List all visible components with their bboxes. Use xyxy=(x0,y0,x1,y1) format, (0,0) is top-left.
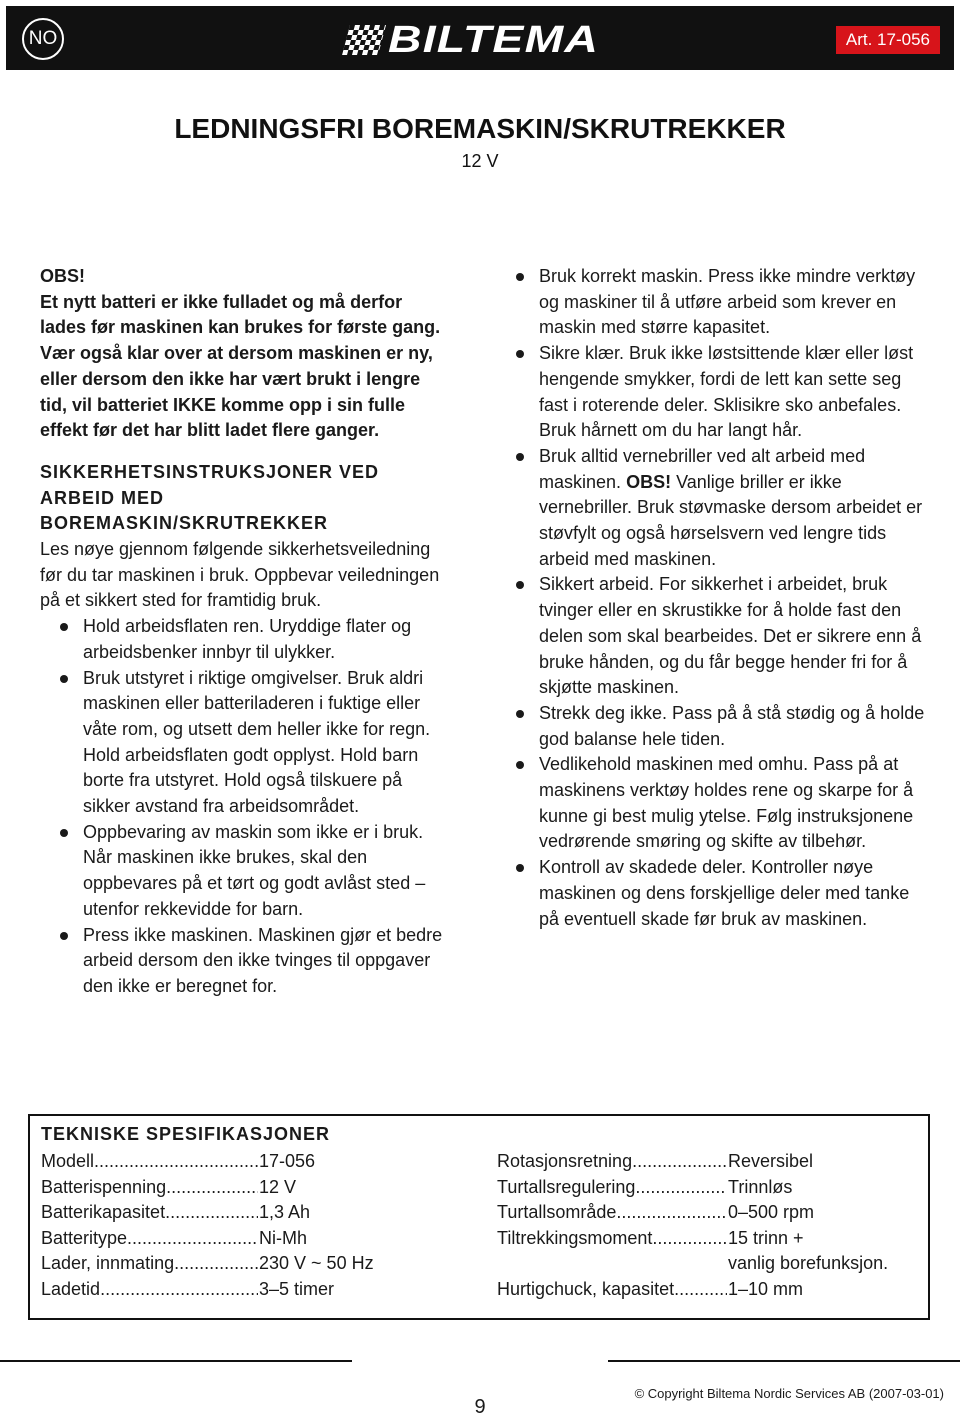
list-item: Sikre klær. Bruk ikke løstsittende klær eller løst hengende smykker, fordi de lett kan sette seg fast i roterende deler. Sklisikre sko anbefales. Bruk hårnett om du har langt hår. xyxy=(514,341,930,444)
spec-value: 15 trinn + xyxy=(728,1227,804,1248)
checkered-flag-icon xyxy=(342,25,386,55)
spec-value: Ni-Mh xyxy=(259,1227,307,1248)
right-column xyxy=(514,264,930,932)
biltema-logo xyxy=(346,19,600,61)
safety-heading: SIKKERHETSINSTRUKSJONER VED ARBEID MED BOREMASKIN/SKRUTREKKER xyxy=(40,461,380,534)
list-item: Bruk korrekt maskin. Press ikke mindre verktøy og maskiner til å utføre arbeid som krever en maskin med større kapasitet. xyxy=(514,264,930,341)
spec-row xyxy=(497,1175,888,1201)
spec-row xyxy=(497,1226,888,1252)
spec-value: Reversibel xyxy=(728,1151,814,1171)
spec-value: Trinnløs xyxy=(728,1176,793,1197)
list-item: Oppbevaring av maskin som ikke er i bruk. Når maskinen ikke brukes, skal den oppbevares på et tørt og godt avlåst sted – utenfor rekkevidde for barn. xyxy=(58,820,450,923)
spec-row xyxy=(41,1200,374,1226)
left-column xyxy=(40,264,450,1000)
obs-text: Et nytt batteri er ikke fulladet og må derfor lades før maskinen kan brukes for første gang. Vær også klar over at dersom maskinen er ny, eller dersom den ikke har vært brukt i lengre tid, vil batteriet IKKE komme opp i sin fulle effekt før det har blitt ladet flere ganger. xyxy=(40,291,441,441)
spec-value: 12 V xyxy=(259,1176,297,1197)
spec-row xyxy=(497,1251,888,1277)
list-item: Strekk deg ikke. Pass på å stå stødig og å holde god balanse hele tiden. xyxy=(514,701,930,752)
page-title: LEDNINGSFRI BOREMASKIN/SKRUTREKKER xyxy=(174,113,786,144)
spec-label: Batterikapasitet xyxy=(41,1202,166,1222)
copyright: © Copyright Biltema Nordic Services AB (2007-03-01) xyxy=(634,1386,944,1401)
spec-row xyxy=(497,1149,888,1175)
obs-label: OBS! xyxy=(40,266,85,286)
footer-divider-left xyxy=(0,1360,352,1362)
header-bar xyxy=(6,6,954,70)
spec-label: Turtallsregulering xyxy=(497,1176,636,1197)
spec-row xyxy=(41,1149,374,1175)
list-item xyxy=(514,444,930,573)
article-number: Art. 17-056 xyxy=(836,26,940,54)
spec-label: Batteritype xyxy=(41,1227,128,1248)
language-badge: NO xyxy=(22,18,64,60)
obs-inline: OBS! xyxy=(626,471,672,492)
specs-title: TEKNISKE SPESIFIKASJONER xyxy=(41,1124,331,1144)
page-subtitle: 12 V xyxy=(461,151,499,171)
spec-row xyxy=(497,1200,888,1226)
spec-label: Tiltrekkingsmoment xyxy=(497,1227,653,1248)
safety-intro: Les nøye gjennom følgende sikkerhetsveiledning før du tar maskinen i bruk. Oppbevar veiledningen på et sikkert sted for framtidig bruk. xyxy=(40,539,440,611)
spec-row xyxy=(41,1175,374,1201)
spec-row xyxy=(497,1277,888,1303)
list-item: Bruk utstyret i riktige omgivelser. Bruk aldri maskinen eller batteriladeren i fuktige eller våte rom, og utsett dem heller ikke for regn. Hold arbeidsflaten godt opplyst. Hold barn borte fra utstyret. Hold også tilskuere på sikker avstand fra arbeidsområdet. xyxy=(58,666,450,820)
specs-column-1 xyxy=(41,1149,374,1302)
spec-row xyxy=(41,1226,374,1252)
specs-column-2 xyxy=(497,1149,888,1302)
spec-row xyxy=(41,1277,374,1303)
spec-label: Ladetid xyxy=(41,1278,101,1299)
spec-row xyxy=(41,1251,374,1277)
spec-label: Hurtigchuck, kapasitet xyxy=(497,1278,675,1299)
spec-value: vanlig borefunksjon. xyxy=(728,1253,889,1273)
footer-divider-right xyxy=(608,1360,960,1362)
spec-label: Lader, innmating xyxy=(41,1253,175,1273)
spec-value: 1–10 mm xyxy=(728,1278,804,1299)
brand-name: BILTEMA xyxy=(388,19,600,61)
safety-list-right xyxy=(514,264,930,932)
goggles-text-cont: Vanlige briller er ikke vernebriller. Bruk støvmaske dersom arbeidet er støvfylt og også hørselsvern ved lengre tids arbeid med maskinen. xyxy=(539,471,923,569)
list-item: Kontroll av skadede deler. Kontroller nøye maskinen og dens forskjellige deler med tanke på eventuell skade før bruk av maskinen. xyxy=(514,855,930,932)
specs-box xyxy=(28,1114,930,1320)
goggles-text: Bruk alltid vernebriller ved alt arbeid med maskinen. xyxy=(539,445,866,492)
spec-label: Modell xyxy=(41,1151,95,1171)
safety-list-left xyxy=(40,614,450,1000)
list-item: Vedlikehold maskinen med omhu. Pass på at maskinens verktøy holdes rene og skarpe for å kunne gi best mulig ytelse. Følg instruksjonene vedrørende smøring og skifte av tilbehør. xyxy=(514,752,930,855)
spec-label: Batterispenning xyxy=(41,1176,167,1197)
list-item: Sikkert arbeid. For sikkerhet i arbeidet, bruk tvinger eller en skrustikke for å holde fast den delen som skal bearbeides. Det er sikrere enn å bruke hånden, og du får begge hender fri for å skjøtte maskinen. xyxy=(514,572,930,701)
spec-value: 1,3 Ah xyxy=(259,1202,311,1222)
spec-label: Rotasjonsretning xyxy=(497,1151,633,1171)
spec-value: 0–500 rpm xyxy=(728,1202,815,1222)
list-item: Press ikke maskinen. Maskinen gjør et bedre arbeid dersom den ikke tvinges til oppgaver den ikke er beregnet for. xyxy=(58,923,450,1000)
spec-value: 17-056 xyxy=(259,1151,316,1171)
spec-value: 3–5 timer xyxy=(259,1278,335,1299)
spec-value: 230 V ~ 50 Hz xyxy=(259,1253,374,1273)
list-item: Hold arbeidsflaten ren. Uryddige flater og arbeidsbenker innbyr til ulykker. xyxy=(58,614,450,665)
page-number: 9 xyxy=(474,1396,486,1418)
spec-label: Turtallsområde xyxy=(497,1202,617,1222)
